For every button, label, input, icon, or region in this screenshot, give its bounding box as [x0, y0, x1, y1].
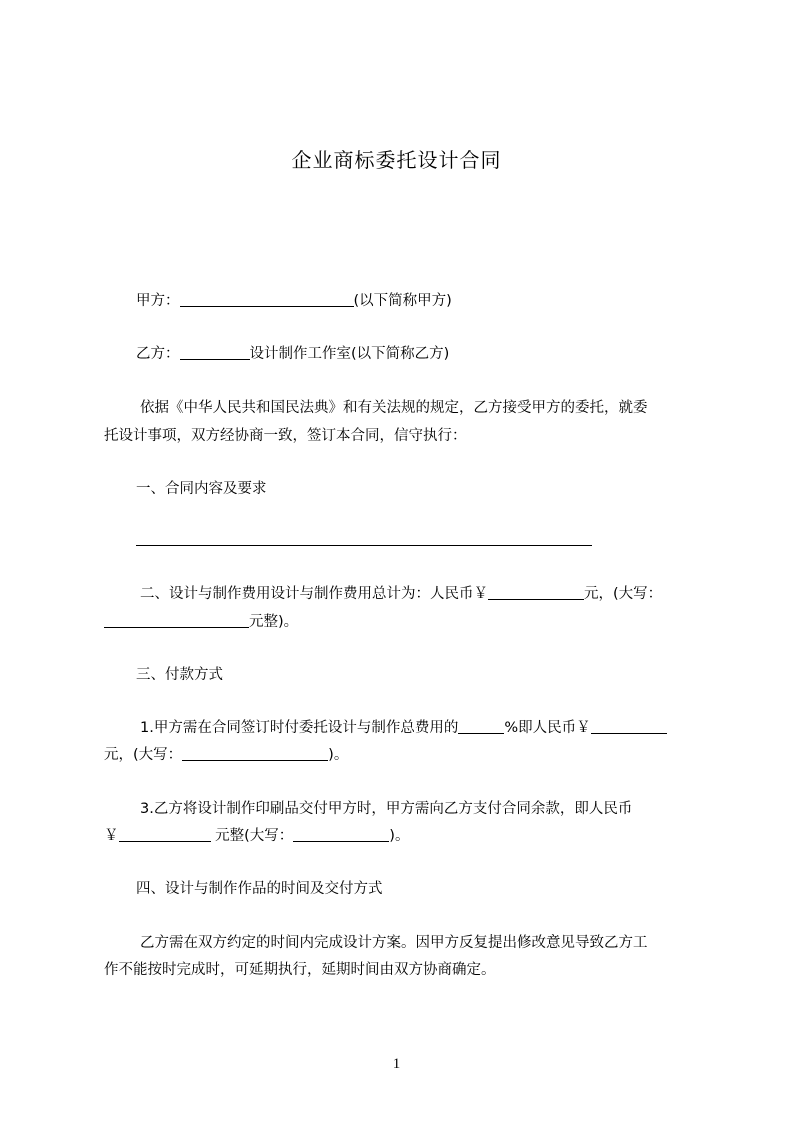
payment-item-1-prefix: 1.甲方需在合同签订时付委托设计与制作总费用的	[140, 720, 459, 736]
payment-item-1-line-2-prefix: 元，(大写：	[104, 747, 183, 763]
party-b-label: 乙方：	[136, 346, 180, 362]
section-1-content-blank[interactable]	[136, 545, 592, 546]
fee-uppercase-blank[interactable]	[104, 613, 249, 628]
party-a-blank[interactable]	[180, 292, 354, 307]
section-2-prefix: 二、设计与制作费用设计与制作费用总计为：人民币￥	[140, 586, 488, 602]
party-b-blank[interactable]	[180, 345, 250, 360]
intro-line-1: 依据《中华人民共和国民法典》和有关法规的规定，乙方接受甲方的委托，就委	[140, 400, 648, 416]
intro-line-2: 托设计事项，双方经协商一致，签订本合同，信守执行：	[104, 428, 467, 444]
document-title: 企业商标委托设计合同	[291, 148, 502, 172]
section-2-line-2	[104, 612, 298, 632]
payment-item-3-yen: ￥	[104, 828, 119, 844]
section-2-line-2-suffix: 元整)。	[249, 614, 299, 630]
percent-blank[interactable]	[458, 719, 504, 734]
party-a-suffix: (以下简称甲方)	[353, 293, 452, 309]
payment-3-uppercase-blank[interactable]	[293, 827, 389, 842]
section-4-line-1: 乙方需在双方约定的时间内完成设计方案。因甲方反复提出修改意见导致乙方工	[140, 935, 648, 951]
payment-item-3-mid: 元整(大写：	[215, 828, 294, 844]
fee-amount-blank[interactable]	[488, 585, 584, 600]
payment-item-1-line-1	[140, 718, 667, 738]
party-a-line	[136, 291, 452, 311]
section-4-line-2: 作不能按时完成时，可延期执行，延期时间由双方协商确定。	[104, 962, 496, 978]
section-3-heading: 三、付款方式	[136, 667, 223, 683]
payment-item-3-line-2	[104, 826, 409, 846]
payment-1-amount-blank[interactable]	[591, 719, 667, 734]
party-b-suffix: 设计制作工作室(以下简称乙方)	[249, 346, 450, 362]
page-number: 1	[392, 1056, 401, 1072]
party-b-line	[136, 344, 449, 364]
party-a-label: 甲方：	[136, 293, 180, 309]
section-2-line-1	[140, 584, 662, 604]
payment-item-1-mid: %即人民币￥	[504, 720, 591, 736]
payment-item-1-line-2-suffix: )。	[328, 747, 349, 763]
payment-item-1-line-2	[104, 745, 348, 765]
section-1-heading: 一、合同内容及要求	[136, 481, 267, 497]
payment-item-3-line-1: 3.乙方将设计制作印刷品交付甲方时，甲方需向乙方支付合同余款，即人民币	[140, 801, 633, 817]
payment-3-amount-blank[interactable]	[119, 827, 211, 842]
section-2-suffix: 元，(大写：	[584, 586, 663, 602]
section-4-heading: 四、设计与制作作品的时间及交付方式	[136, 881, 383, 897]
payment-1-uppercase-blank[interactable]	[182, 746, 328, 761]
payment-item-3-suffix: )。	[389, 828, 410, 844]
